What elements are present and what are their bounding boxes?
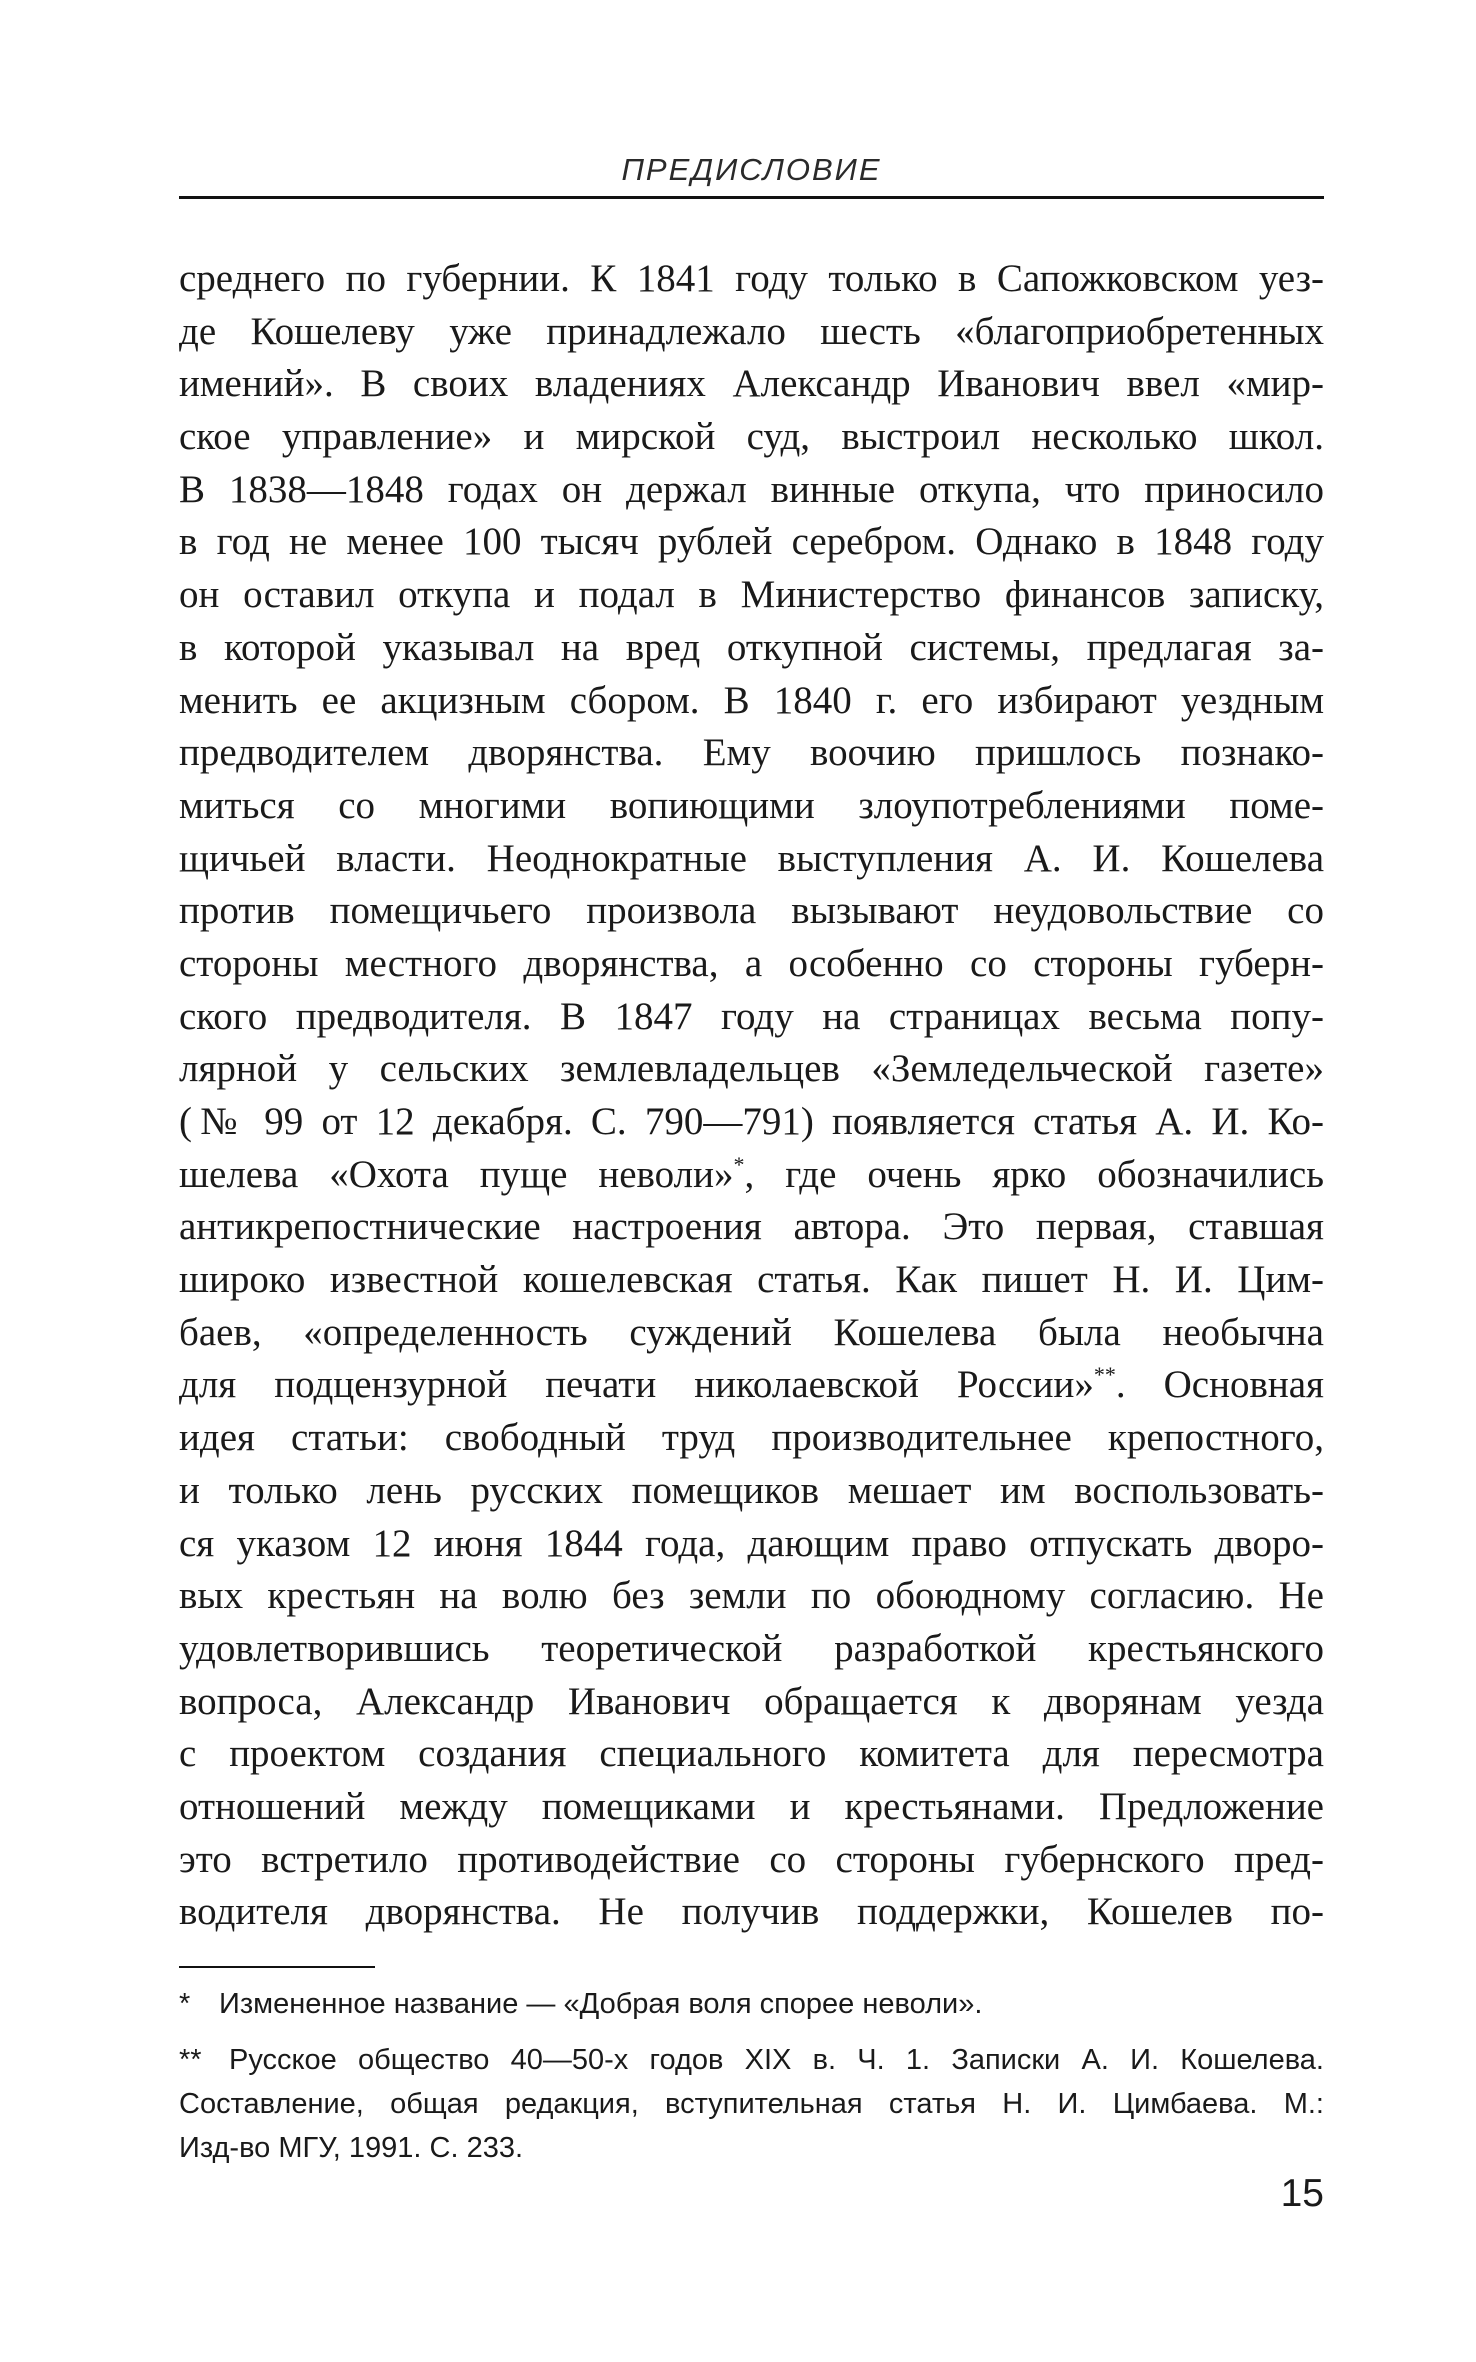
text-line: удовлетворившись теоретической разработкой крестьянского: [179, 1626, 1324, 1670]
text-line: стороны местного дворянства, а особенно со стороны губерн-: [179, 941, 1324, 985]
header-rule: [179, 196, 1324, 199]
text-line: отношений между помещиками и крестьянами. Предложение: [179, 1784, 1324, 1828]
text-line: ся указом 12 июня 1844 года, дающим право отпускать дворо-: [179, 1521, 1324, 1565]
text-line: вопроса, Александр Иванович обращается к дворянам уезда: [179, 1679, 1324, 1723]
text-segment: шелева «Охота пуще неволи»: [179, 1152, 734, 1196]
text-line: менить ее акцизным сбором. В 1840 г. его избирают уездным: [179, 678, 1324, 722]
footnote-2: [179, 2038, 1324, 2170]
footnote-symbol: *: [179, 1988, 191, 2020]
text-line: ское управление» и мирской суд, выстроил несколько школ.: [179, 415, 1324, 459]
text-line: в год не менее 100 тысяч рублей серебром. Однако в 1848 году: [179, 520, 1324, 564]
text-line: миться со многими вопиющими злоупотреблениями поме-: [179, 783, 1324, 827]
text-line: водителя дворянства. Не получив поддержки, Кошелев по-: [179, 1890, 1324, 1934]
text-line: имений». В своих владениях Александр Иванович ввел «мир-: [179, 362, 1324, 406]
text-segment: для подцензурной печати николаевской России»: [179, 1363, 1094, 1407]
footnote-ref-2[interactable]: **: [1093, 1362, 1116, 1388]
text-line: ского предводителя. В 1847 году на страницах весьма попу-: [179, 994, 1324, 1038]
text-segment: . Основная: [1115, 1363, 1324, 1407]
footnotes: [179, 1982, 1324, 2170]
text-line: В 1838—1848 годах он держал винные откупа, что приносило: [179, 467, 1324, 511]
text-line: против помещичьего произвола вызывают неудовольствие со: [179, 889, 1324, 933]
text-line: это встретило противодействие со стороны губернского пред-: [179, 1837, 1324, 1881]
footnote-line: Составление, общая редакция, вступительная статья Н. И. Цимбаева. М.:: [179, 2088, 1324, 2120]
text-line: среднего по губернии. К 1841 году только в Сапожковском уез-: [179, 257, 1324, 300]
main-text: [179, 253, 1324, 1939]
text-segment: , где очень ярко обозначились: [744, 1152, 1325, 1196]
text-line: [179, 1149, 1324, 1202]
text-line: де Кошелеву уже принадлежало шесть «благоприобретенных: [179, 309, 1324, 353]
footnote-line: [179, 2038, 1324, 2082]
footnote-line: [179, 1982, 1324, 2026]
text-line: щичьей власти. Неоднократные выступления А. И. Кошелева: [179, 836, 1324, 880]
footnote-symbol: **: [179, 2044, 202, 2076]
text-line: и только лень русских помещиков мешает им воспользовать-: [179, 1468, 1324, 1512]
text-line: лярной у сельских землевладельцев «Земледельческой газете»: [179, 1047, 1324, 1091]
footnote-text: Измененное название — «Добрая воля спорее неволи».: [219, 1988, 983, 2020]
running-title: ПРЕДИСЛОВИЕ: [621, 152, 882, 187]
text-line: вых крестьян на волю без земли по обоюдному согласию. Не: [179, 1574, 1324, 1618]
text-line: предводителем дворянства. Ему воочию пришлось познако-: [179, 731, 1324, 775]
text-line: широко известной кошелевская статья. Как пишет Н. И. Цим-: [179, 1258, 1324, 1302]
footnote-rule: [179, 1966, 375, 1968]
text-line: (№ 99 от 12 декабря. С. 790—791) появляется статья А. И. Ко-: [179, 1100, 1324, 1143]
text-line: с проектом создания специального комитета для пересмотра: [179, 1732, 1324, 1776]
text-line: антикрепостнические настроения автора. Это первая, ставшая: [179, 1205, 1324, 1249]
text-line: в которой указывал на вред откупной системы, предлагая за-: [179, 625, 1324, 669]
text-line: идея статьи: свободный труд производительнее крепостного,: [179, 1416, 1324, 1460]
text-line: [179, 1359, 1324, 1412]
text-line: баев, «определенность суждений Кошелева была необычна: [179, 1310, 1324, 1354]
footnote-1: [179, 1982, 1324, 2026]
footnote-ref-1[interactable]: *: [733, 1151, 745, 1177]
text-line: он оставил откупа и подал в Министерство финансов записку,: [179, 573, 1324, 617]
page-number: 15: [1280, 2172, 1324, 2215]
footnote-line: Изд-во МГУ, 1991. С. 233.: [179, 2132, 524, 2164]
footnote-text: Русское общество 40—50-х годов XIX в. Ч. 1. Записки А. И. Кошелева.: [229, 2044, 1324, 2076]
